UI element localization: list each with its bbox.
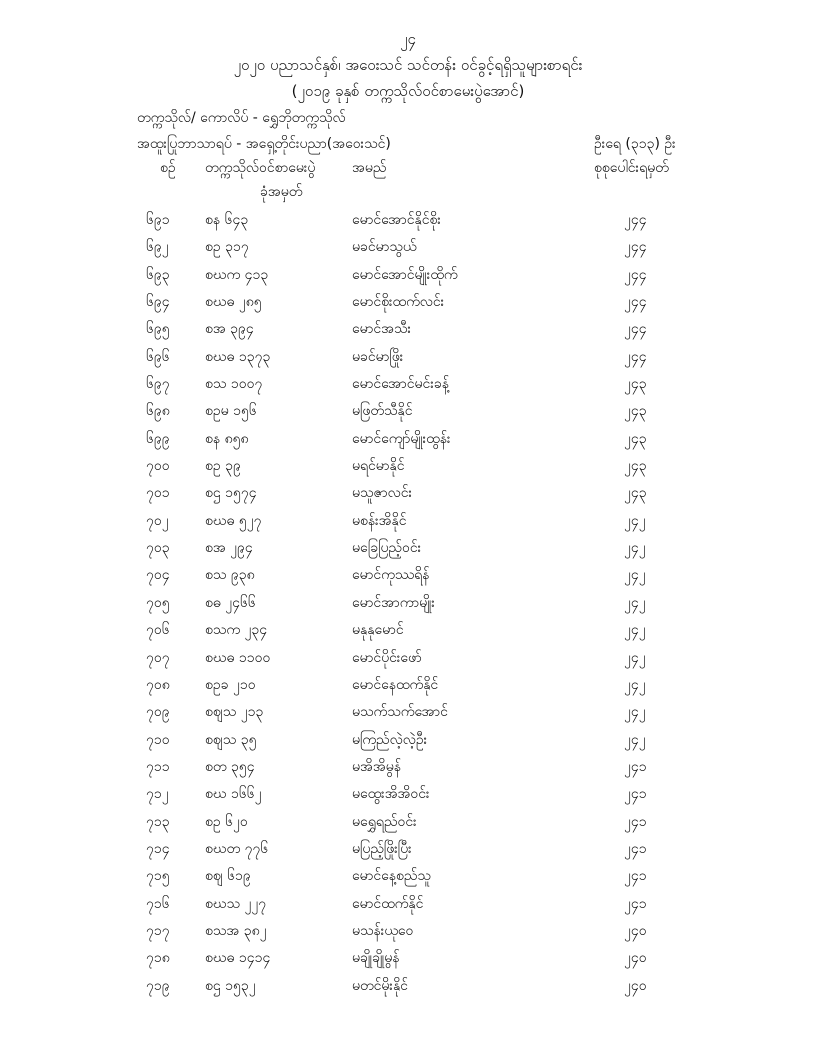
- table-row: [0, 894, 816, 921]
- student-name: မပြည့်ဖြိုးပြီး: [352, 840, 412, 857]
- row-number: ၇၁၈: [146, 950, 170, 967]
- row-number: ၇၁၂: [146, 786, 169, 803]
- row-number: ၇၀၃: [146, 540, 170, 557]
- table-row: [0, 538, 816, 565]
- row-number: ၆၉၂: [146, 239, 169, 256]
- roll-number: စအ ၃၉၄: [205, 321, 254, 338]
- row-number: ၇၁၄: [146, 840, 170, 857]
- total-marks: ၂၄၂: [624, 704, 646, 721]
- total-marks: ၂၄၃: [624, 485, 647, 502]
- row-number: ၇၀၂: [146, 512, 169, 529]
- total-marks: ၂၄၂: [624, 512, 646, 529]
- total-marks: ၂၄၄: [624, 321, 647, 338]
- student-name: မကြည်လဲ့လဲ့ဦး: [352, 731, 428, 748]
- total-marks: ၂၄၃: [624, 458, 647, 475]
- student-name: မောင်ပိုင်းဖော်: [352, 649, 422, 666]
- student-name: မတင်မိုးနိုင်: [352, 977, 408, 994]
- roll-number: စန ၆၄၃: [205, 212, 249, 228]
- student-name: မောင်အာကာမျိုး: [352, 594, 435, 611]
- total-marks: ၂၄၁: [624, 868, 647, 885]
- table-row: [0, 976, 816, 1003]
- student-name: မခြေပြည့်ဝင်း: [352, 540, 422, 557]
- row-number: ၇၀၄: [146, 567, 170, 584]
- student-name: မောင်စိုးထက်လင်း: [352, 294, 445, 311]
- student-name: မခင်မာသွယ်: [352, 239, 417, 256]
- total-marks: ၂၄၂: [624, 676, 646, 693]
- roll-number: စဃဓ ၁၃၇၃: [205, 348, 271, 365]
- roll-number: စဈသ ၂၁၃: [205, 704, 264, 721]
- total-marks: ၂၄၃: [624, 430, 647, 447]
- total-marks: ၂၄၂: [624, 540, 646, 557]
- total-marks: ၂၄၁: [624, 840, 647, 857]
- row-number: ၆၉၄: [146, 294, 170, 311]
- total-marks: ၂၄၄: [624, 212, 647, 228]
- total-marks: ၂၄၁: [624, 758, 647, 775]
- student-name: မသူဇာလင်း: [352, 485, 413, 502]
- roll-number: စဃဓ ၁၄၁၄: [205, 950, 271, 967]
- roll-number: စဈသ ၃၅: [205, 731, 257, 748]
- table-row: [0, 483, 816, 510]
- roll-number: စဌ ၁၅၃၂: [205, 977, 256, 994]
- row-number: ၇၀၇: [146, 649, 170, 666]
- row-number: ၆၉၃: [146, 266, 170, 283]
- roll-number: စသက ၂၃၄: [205, 622, 268, 639]
- total-marks: ၂၄၂: [624, 567, 646, 584]
- total-count: ဦးရေ (၃၁၃) ဦး: [594, 136, 676, 152]
- table-row: [0, 620, 816, 647]
- table-row: [0, 265, 816, 292]
- column-header-roll-line2: ခုံအမှတ်: [260, 184, 303, 200]
- student-name: မရင်မာနိုင်: [352, 458, 405, 475]
- total-marks: ၂၄၁: [624, 786, 647, 803]
- total-marks: ၂၄၄: [624, 239, 647, 256]
- student-name: မချိုချိုမွန်: [352, 950, 400, 967]
- page-number: ၂၄: [400, 30, 416, 48]
- student-name: မောင်ကျော်မျိုးထွန်း: [352, 430, 451, 447]
- table-row: [0, 237, 816, 264]
- student-name: မခင်မာဖြိုး: [352, 348, 404, 365]
- student-name: မနုနုမောင်: [352, 622, 404, 639]
- roll-number: စဃဓ ၁၁၀၀: [205, 649, 271, 666]
- table-row: [0, 319, 816, 346]
- row-number: ၇၁၇: [146, 922, 170, 939]
- student-name: မစန်းအိနိုင်: [352, 512, 407, 529]
- roll-number: စဥ ၆၂၀: [205, 813, 248, 830]
- table-row: [0, 702, 816, 729]
- student-name: မောင်အောင်မင်းခန့်: [352, 376, 449, 393]
- table-row: [0, 948, 816, 975]
- row-number: ၇၁၉: [146, 977, 170, 994]
- roll-number: စဃ ၁၆၆၂: [205, 786, 262, 803]
- roll-number: စဃက ၄၁၃: [205, 266, 269, 283]
- roll-number: စဥ ၃၉: [205, 458, 241, 475]
- table-row: [0, 757, 816, 784]
- table-row: [0, 347, 816, 374]
- roll-number: စန ၈၅၈: [205, 430, 249, 447]
- row-number: ၆၉၉: [146, 430, 170, 447]
- row-number: ၆၉၆: [146, 348, 170, 365]
- row-number: ၇၀၉: [146, 704, 170, 721]
- table-row: [0, 839, 816, 866]
- table-row: [0, 429, 816, 456]
- row-number: ၇၀၅: [146, 594, 170, 611]
- university-label: တက္ကသိုလ်/ ကောလိပ် - ရွှေဘိုတက္ကသိုလ်: [137, 110, 346, 126]
- roll-number: စသ ၁၀၀၇: [205, 376, 263, 393]
- total-marks: ၂၄၄: [624, 266, 647, 283]
- row-number: ၇၀၀: [146, 458, 170, 475]
- roll-number: စသအ ၃၈၂: [205, 922, 267, 939]
- table-row: [0, 511, 816, 538]
- row-number: ၆၉၅: [146, 321, 170, 338]
- roll-number: စတ ၃၅၄: [205, 758, 255, 775]
- roll-number: စဈ ၆၁၉: [205, 868, 251, 885]
- total-marks: ၂၄၂: [624, 594, 646, 611]
- roll-number: စဥ ၃၁၇: [205, 239, 249, 256]
- row-number: ၆၉၈: [146, 403, 170, 420]
- row-number: ၇၀၈: [146, 676, 170, 693]
- roll-number: စဌ ၁၅၇၄: [205, 485, 257, 502]
- table-row: [0, 456, 816, 483]
- student-name: မောင်ကုဿရိန်: [352, 567, 430, 584]
- row-number: ၆၉၁: [146, 212, 170, 228]
- row-number: ၆၉၇: [146, 376, 170, 393]
- roll-number: စသ ၉၃၈: [205, 567, 255, 584]
- roll-number: စအ ၂၉၄: [205, 540, 253, 557]
- roll-number: စဃဓ ၂၈၅: [205, 294, 262, 311]
- roll-number: စဓ ၂၄၆၆: [205, 594, 256, 611]
- total-marks: ၂၄၀: [624, 922, 647, 939]
- table-row: [0, 866, 816, 893]
- total-marks: ၂၄၄: [624, 348, 647, 365]
- column-header-no: စဉ်: [160, 160, 176, 176]
- row-number: ၇၁၀: [146, 731, 170, 748]
- total-marks: ၂၄၁: [624, 895, 647, 912]
- table-row: [0, 921, 816, 948]
- table-row: [0, 648, 816, 675]
- roll-number: စဃတ ၇၇၆: [205, 840, 269, 857]
- table-row: [0, 210, 816, 237]
- total-marks: ၂၄၁: [624, 813, 647, 830]
- table-row: [0, 565, 816, 592]
- total-marks: ၂၄၀: [624, 977, 647, 994]
- table-row: [0, 374, 816, 401]
- student-name: မောင်အောင်မျိုးထိုက်: [352, 266, 458, 283]
- student-name: မအိအိမွန်: [352, 758, 401, 775]
- table-row: [0, 730, 816, 757]
- row-number: ၇၁၅: [146, 868, 170, 885]
- document-title: ၂၀၂၀ ပညာသင်နှစ်၊ အဝေးသင် သင်တန်း ဝင်ခွင့်ရရှိသူများစာရင်း: [233, 56, 583, 74]
- total-marks: ၂၄၂: [624, 622, 646, 639]
- student-name: မောင်ထက်နိုင်: [352, 895, 424, 912]
- student-name: မရွှေရည်ဝင်း: [352, 813, 417, 830]
- table-row: [0, 675, 816, 702]
- student-name: မောင်နေထက်နိုင်: [352, 676, 439, 693]
- total-marks: ၂၄၀: [624, 950, 647, 967]
- row-number: ၇၁၁: [146, 758, 170, 775]
- roll-number: စဥမ ၁၅၆: [205, 403, 257, 420]
- table-row: [0, 812, 816, 839]
- student-name: မောင်အသီး: [352, 321, 412, 338]
- student-name: မောင်နေ့စည်သူ: [352, 868, 431, 885]
- total-marks: ၂၄၃: [624, 403, 647, 420]
- document-subtitle: (၂၀၁၉ ခုနှစ် တက္ကသိုလ်ဝင်စာမေးပွဲအောင်): [291, 82, 525, 100]
- student-name: မသန်းယုဝေ: [352, 922, 414, 939]
- total-marks: ၂၄၂: [624, 731, 646, 748]
- row-number: ၇၁၃: [146, 813, 170, 830]
- student-name: မဖြတ်သီနိုင်: [352, 403, 413, 420]
- total-marks: ၂၄၂: [624, 649, 646, 666]
- column-header-name: အမည်: [352, 160, 387, 176]
- total-marks: ၂၄၄: [624, 294, 647, 311]
- table-row: [0, 401, 816, 428]
- roll-number: စဃသ ၂၂၇: [205, 895, 267, 912]
- roll-number: စဃဓ ၅၂၇: [205, 512, 262, 529]
- table-row: [0, 784, 816, 811]
- table-row: [0, 593, 816, 620]
- column-header-marks: စုစုပေါင်းရမှတ်: [594, 160, 669, 176]
- roll-number: စဥခ ၂၁၀: [205, 676, 256, 693]
- row-number: ၇၀၆: [146, 622, 170, 639]
- major-subject-label: အထူးပြုဘာသာရပ် - အရှေ့တိုင်းပညာ(အဝေးသင်): [137, 136, 391, 152]
- student-name: မသက်သက်အောင်: [352, 704, 448, 721]
- student-name: မောင်အောင်နိုင်စိုး: [352, 212, 441, 228]
- table-row: [0, 292, 816, 319]
- row-number: ၇၀၁: [146, 485, 170, 502]
- total-marks: ၂၄၃: [624, 376, 647, 393]
- student-name: မထွေးအိအိဝင်း: [352, 786, 430, 803]
- row-number: ၇၁၆: [146, 895, 170, 912]
- column-header-roll: တက္ကသိုလ်ဝင်စာမေးပွဲ: [205, 160, 316, 176]
- results-table: [0, 210, 816, 1003]
